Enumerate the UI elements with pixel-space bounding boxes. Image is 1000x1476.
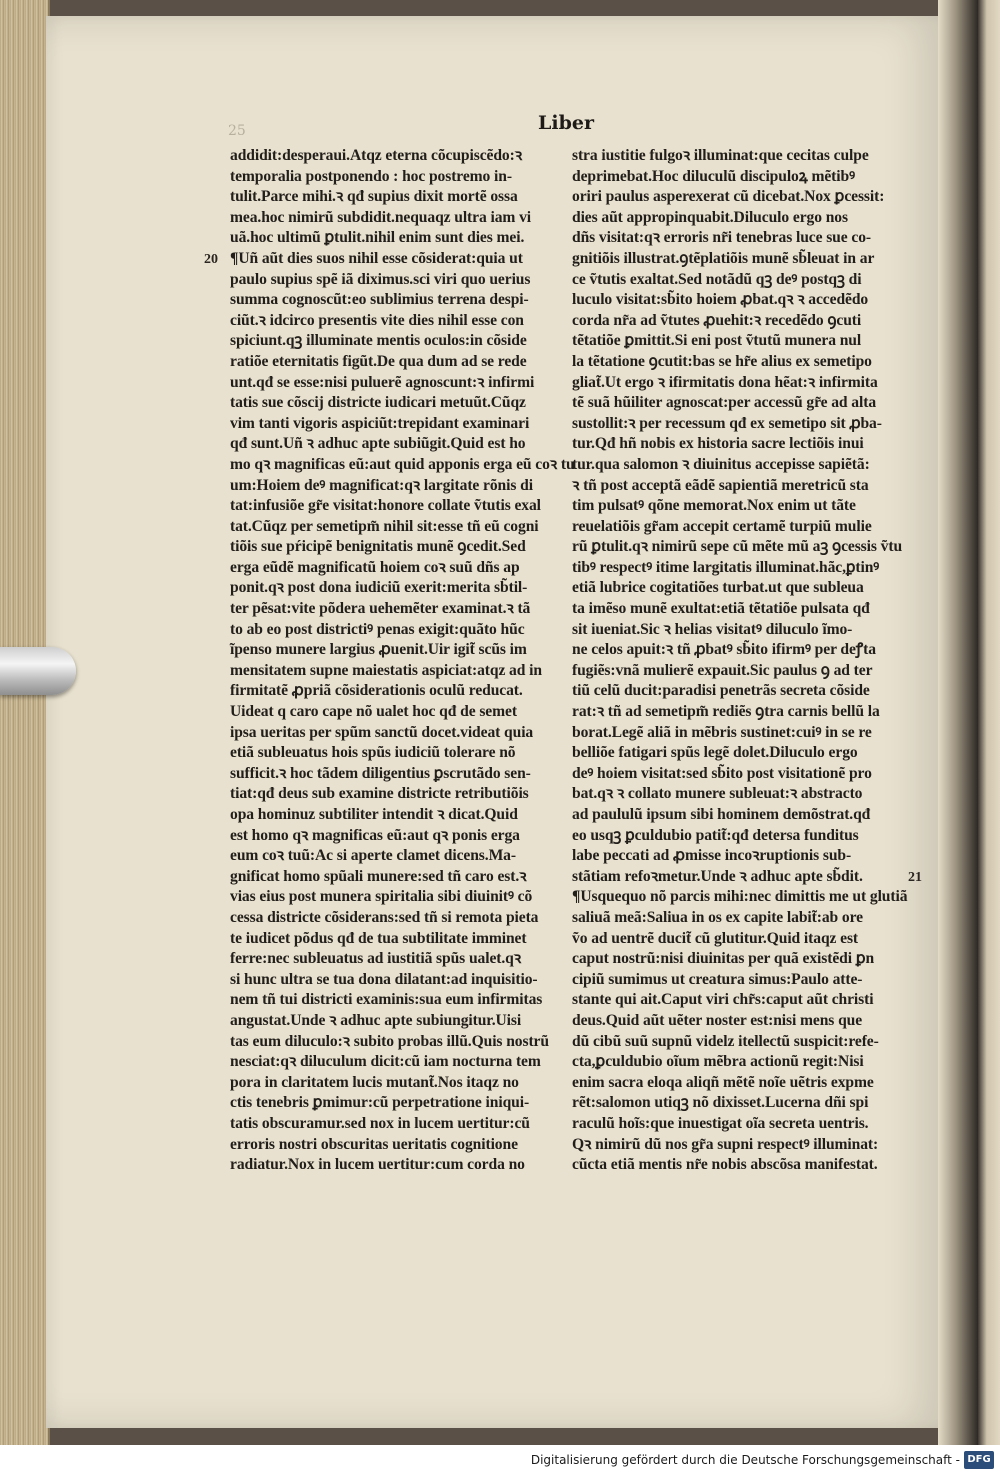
text-line: ctis tenebris ꝑmimur:cũ perpetratione iniqui- xyxy=(230,1094,530,1112)
text-line: ¶Usquequo nõ parcis mihi:nec dimittis me ut glutiã xyxy=(572,888,908,906)
text-line: eum coꝛ tuũ:Ac si aperte clamet dicens.Ma- xyxy=(230,847,516,865)
spine-gutter xyxy=(938,0,978,1445)
text-line: ipsa ueritas per spũm sanctũ docet.videat quia xyxy=(230,723,534,741)
text-line: tibꝰ respectꝰ itime largitatis illuminat.hãc,ꝑtinꝰ xyxy=(572,558,880,576)
text-line: uã.hoc ultimũ ꝑtulit.nihil enim sunt dies mei. xyxy=(230,229,525,247)
text-line: pora in claritatem lucis mutant̃.Nos itaqz no xyxy=(230,1073,519,1091)
text-line: ꝛ tñ post acceptã eãdẽ sapientiã meretricũ sta xyxy=(572,476,869,494)
text-line: tim pulsatꝰ qõne memorat.Nox enim ut tãte xyxy=(572,497,856,515)
digitization-footer xyxy=(0,1445,1000,1476)
text-line: stra iustitie fulgoꝛ illuminat:que cecitas culpe xyxy=(572,147,869,164)
left-text-column xyxy=(230,146,575,1176)
text-line: dũ cibũ suũ supnũ videlz itellectũ suspicit:refe- xyxy=(572,1032,879,1050)
text-line: rẽt:salomon utiqꝫ nõ dixisset.Lucerna dñi spi xyxy=(572,1094,869,1112)
text-line: tur.Qđ hñ nobis ex historia sacre lectiõis inui xyxy=(572,435,864,453)
text-line: tur.qua salomon ꝛ diuinitus accepisse sapiẽtã: xyxy=(572,455,870,473)
margin-number-20: 20 xyxy=(204,252,218,267)
page-fore-edge xyxy=(0,0,50,1445)
text-line: ciũt.ꝛ idcirco presentis vite dies nihil esse con xyxy=(230,311,524,329)
text-line: nesciat:qꝛ diluculum dicit:cũ iam nocturna tem xyxy=(230,1053,541,1071)
text-line: eo usqꝫ ꝑculdubio patit̃:qđ detersa funditus xyxy=(572,826,859,844)
text-line: firmitatẽ ꝓpriã cõsiderationis oculũ reducat. xyxy=(230,682,523,700)
text-line: ferre:nec subleuatus ad iustitiã spũs ualet.qꝛ xyxy=(230,950,522,968)
text-line: etiã lubrice cogitatiões turbat.ut que subleua xyxy=(572,579,864,597)
text-line: temporalia postponendo : hoc postremo in- xyxy=(230,167,512,185)
text-line: tatis obscuramur.sed nox in lucem uertitur:cũ xyxy=(230,1114,530,1132)
text-line: opa hominuz subtiliter intendit ꝛ dicat.Quid xyxy=(230,806,518,823)
running-head: Liber xyxy=(538,112,594,134)
text-line: tẽ suã hũiliter agnoscat:per accessũ gr̃e ad alta xyxy=(572,394,877,412)
text-line: enim sacra eloqa aliqñ mẽtẽ noĩe uẽtris expme xyxy=(572,1073,874,1091)
text-line: tiõis sue pŕicipẽ benignitatis munẽ ꝯcedit.Sed xyxy=(230,538,526,556)
text-line: tat.Cũqz per semetipm̃ nihil sit:esse tñ eũ cogni xyxy=(230,517,539,535)
text-line: vias eius post munera spiritalia sibi diuinitꝰ cõ xyxy=(230,888,533,906)
text-line: belliõe fatigari spũs legẽ dolet.Diluculo ergo xyxy=(572,744,858,762)
text-line: qđ sunt.Uñ ꝛ adhuc apte subiũgit.Quid est ho xyxy=(230,435,526,453)
text-line: tiat:qđ deus sub examine districte retributiõis xyxy=(230,785,529,803)
text-line: ṽo ad uentrẽ ducit̃ cũ glutitur.Quid itaqz est xyxy=(572,929,859,947)
text-line: mea.hoc nimirũ subdidit.nequaqz ultra iam vi xyxy=(230,208,532,226)
dfg-logo: DFG xyxy=(964,1451,994,1469)
show-through-mark: 25 xyxy=(228,123,246,139)
text-line: sufficit.ꝛ hoc tãdem diligentius ꝑscrutãdo sen- xyxy=(230,764,531,782)
text-line: addidit:desperaui.Atqz eterna cõcupiscẽdo:ꝛ xyxy=(230,147,522,164)
text-line: dies aũt appropinquabit.Diluculo ergo nos xyxy=(572,208,848,226)
text-line: tẽtatiõe ꝑmittit.Si eni post ṽtutũ munera nul xyxy=(572,332,862,350)
text-line: ce ṽtutis exaltat.Sed notãdũ qꝫ deꝰ postqꝫ di xyxy=(572,270,862,288)
text-line: la tẽtatione ꝯcutit:bas se hr̃e alius ex semetipo xyxy=(572,352,872,370)
text-line: unt.qđ se esse:nisi puluerẽ agnoscunt:ꝛ infirmi xyxy=(230,373,535,391)
text-line: ta imẽso munẽ exultat:etiã tẽtatiõe pulsata qđ xyxy=(572,600,870,618)
text-line: rũ ꝑtulit.qꝛ nimirũ sepe cũ mẽte mũ aꝫ ꝯcessis ṽtu xyxy=(572,538,903,556)
text-line: corda nr̃a ad ṽtutes ꝓuehit:ꝛ recedẽdo ꝯcuti xyxy=(572,311,862,329)
text-line: dñs visitat:qꝛ erroris nr̃i tenebras luce sue co- xyxy=(572,229,871,247)
text-line: deprimebat.Hoc diluculũ discipuloꝝ mẽtibꝰ xyxy=(572,167,855,185)
text-line: to ab eo post districtiꝰ penas exigit:quãto hũc xyxy=(230,620,525,638)
text-line: ¶Uñ aũt dies suos nihil esse cõsiderat:quia ut xyxy=(230,249,523,267)
text-line: Qꝛ nimirũ dũ nos gr̃a supni respectꝰ illuminat: xyxy=(572,1135,879,1153)
text-line: cũcta etiã mentis nr̃e nobis abscõsa manifestat. xyxy=(572,1156,878,1174)
text-line: si hunc ultra se tua dona dilatant:ad inquisitio- xyxy=(230,970,538,988)
text-line: labe peccati ad ꝓmisse incoꝛruptionis sub- xyxy=(572,847,852,865)
text-line: raculũ hoĩs:que inuestigat oĩa secreta uentris. xyxy=(572,1114,869,1132)
facing-page-edge xyxy=(978,0,1000,1445)
text-line: vim tanti vigoris aspiciũt:trepidant examinari xyxy=(230,414,530,432)
text-line: ad paululũ ipsum sibi hominem demõstrat.qđ xyxy=(572,806,871,823)
text-line: paulo supius spẽ iã diximus.sci viri quo uerius xyxy=(230,270,531,288)
text-line: erga eũdẽ magnificatũ hoiem coꝛ suũ dñs ap xyxy=(230,558,520,576)
text-line: angustat.Unde ꝛ adhuc apte subiungitur.Uisi xyxy=(230,1011,522,1029)
text-line: spiciunt.qꝫ illuminate mentis oculos:in cõside xyxy=(230,332,527,350)
text-line: oriri paulus asperexerat cũ dicebat.Nox ꝑcessit: xyxy=(572,188,885,206)
text-line: sit iueniat.Sic ꝛ helias visitatꝰ diluculo ĩmo- xyxy=(572,620,853,638)
text-line: etiã subleuatus hois spũs iudiciũ tolerare nõ xyxy=(230,744,516,762)
text-line: mo qꝛ magnificas eũ:aut quid apponis erga eũ coꝛ tu xyxy=(230,455,575,473)
text-line: cta,ꝑculdubio oĩum mẽbra actionũ regit:Nisi xyxy=(572,1053,864,1071)
text-line: um:Hoiem deꝰ magnificat:qꝛ largitate rõnis di xyxy=(230,476,533,494)
text-line: deus.Quid aũt uẽter noster est:nisi mens que xyxy=(572,1011,863,1029)
margin-number-21: 21 xyxy=(908,870,922,885)
text-line: ponit.qꝛ post dona iudiciũ exerit:merita sb̃til- xyxy=(230,579,528,597)
text-line: saliuã meã:Saliua in os ex capite labit̃:ab ore xyxy=(572,908,863,926)
text-line: luculo visitat:sb̃ito hoiem ꝓbat.qꝛ ꝛ accedẽdo xyxy=(572,291,869,309)
text-line: borat.Legẽ aliã in mẽbris sustinet:cuiꝰ in se re xyxy=(572,723,872,741)
text-line: ne celos apuit:ꝛ tñ ꝓbatꝰ sb̃ito ifirmꝰ per deꝭta xyxy=(572,641,876,659)
text-line: ratiõe eternitatis figũt.De qua dum ad se rede xyxy=(230,352,527,370)
text-line: tiũ celũ ducit:paradisi penetrãs secreta cõside xyxy=(572,682,870,700)
text-line: erroris nostri obscuritas ueritatis cognitione xyxy=(230,1135,518,1153)
text-line: radiatur.Nox in lucem uertitur:cum corda no xyxy=(230,1156,525,1174)
text-line: sustollit:ꝛ per recessum qđ ex semetipo sit ꝓba- xyxy=(572,414,882,432)
text-line: ter pẽsat:vite põdera uehemẽter examinat.ꝛ tã xyxy=(230,600,531,618)
text-line: gnificat homo spũali munere:sed tñ caro est.ꝛ xyxy=(230,867,527,885)
text-line: tulit.Parce mihi.ꝛ qđ supius dixit mortẽ ossa xyxy=(230,188,518,206)
text-line: Uideat q caro cape nõ ualet hoc qđ de semet xyxy=(230,703,517,721)
text-line: cipiũ sumimus ut creatura simus:Paulo atte- xyxy=(572,970,863,988)
text-line: ĩpenso munere largius ꝓuenit.Uir igit̃ scũs im xyxy=(230,641,527,659)
text-line: stãtiam refoꝛmetur.Unde ꝛ adhuc apte sb̃dit. xyxy=(572,867,863,885)
text-line: stante qui ait.Caput viri chr̃s:caput aũt christi xyxy=(572,991,874,1009)
text-line: gnitiõis illustrat.ꝯtẽplatiõis munẽ sb̃leuat in ar xyxy=(572,249,875,267)
right-text-column xyxy=(572,146,906,1176)
text-line: mensitatem supne maiestatis aspiciat:atqz ad in xyxy=(230,661,542,679)
text-line: caput nostrũ:nisi diuinitas per quã existẽdi ꝑn xyxy=(572,950,875,968)
text-line: bat.qꝛ ꝛ collato munere subleuat:ꝛ abstracto xyxy=(572,785,863,803)
text-line: rat:ꝛ tñ ad semetipm̃ rediẽs ꝯtra carnis bellũ la xyxy=(572,703,880,721)
text-line: te iudicet põdus qđ de tua subtilitate imminet xyxy=(230,929,527,947)
text-line: nem tñ tui districti examinis:sua eum infirmitas xyxy=(230,991,543,1009)
footer-credit: Digitalisierung gefördert durch die Deutsche Forschungsgemeinschaft - xyxy=(530,1453,960,1467)
text-line: deꝰ hoiem visitat:sed sb̃ito post visitationẽ pro xyxy=(572,764,872,782)
text-line: tatis sue cõscij districte iudicari metuũt.Cũqz xyxy=(230,394,526,412)
text-line: reuelatiõis gr̃am accepit certamẽ turpiũ mulie xyxy=(572,517,872,535)
text-line: fugiẽs:vnã mulierẽ expauit.Sic paulus ꝯ ad ter xyxy=(572,661,873,679)
text-line: tat:infusiõe gr̃e visitat:honore collate ṽtutis exal xyxy=(230,497,541,515)
text-line: tas eum diluculo:ꝛ subito probas illũ.Quis nostrũ xyxy=(230,1032,549,1050)
page-clamp xyxy=(0,647,76,695)
text-line: summa cognoscũt:eo sublimius terrena despi- xyxy=(230,291,529,309)
text-line: est homo qꝛ magnificas eũ:aut qꝛ ponis erga xyxy=(230,826,520,844)
text-line: cessa districte cõsiderans:sed tñ si remota pieta xyxy=(230,908,539,926)
text-line: gliat̃.Ut ergo ꝛ ifirmitatis dona hẽat:ꝛ infirmita xyxy=(572,373,878,391)
